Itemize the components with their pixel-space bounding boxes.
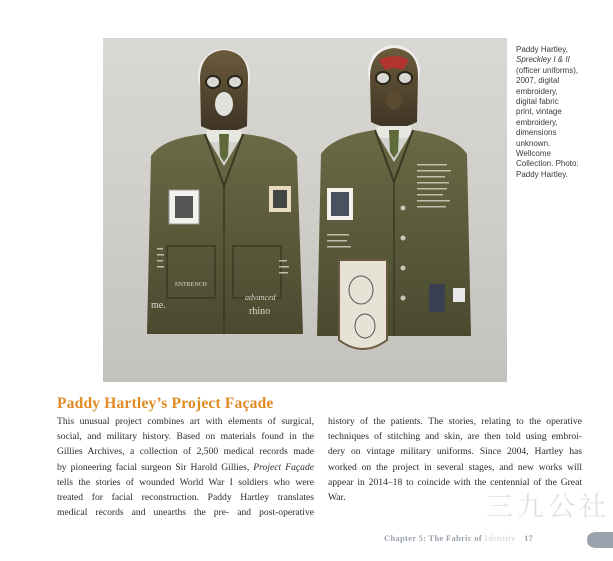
caption-line: unknown. bbox=[516, 138, 551, 148]
body-line-text: by pioneering facial surgeon Sir Harold Gillies, bbox=[57, 461, 250, 473]
caption-line: 2007, digital bbox=[516, 76, 560, 86]
body-line: techniques of stitching and skin, are then told using embroi- bbox=[328, 431, 582, 443]
left-uniform bbox=[147, 49, 303, 334]
section-title: Paddy Hartley’s Project Façade bbox=[57, 395, 274, 412]
body-line: This unusual project combines art with elements of surgical, bbox=[57, 416, 314, 427]
chapter-label: Chapter 5: The Fabric of bbox=[384, 533, 483, 543]
body-line: appear in 2014–18 to coincide with the centennial of the Great bbox=[328, 476, 582, 488]
chapter-obscured: Identity bbox=[484, 533, 516, 543]
caption-line: Collection. Photo: bbox=[516, 159, 579, 169]
photo-caption bbox=[516, 45, 602, 180]
body-line bbox=[57, 460, 314, 475]
body-line: history of the patients. The stories, relating to the operative bbox=[328, 416, 582, 427]
body-line: treated for facial reconstruction. Paddy Hartley translates bbox=[57, 492, 314, 504]
uniforms-illustration bbox=[103, 38, 507, 382]
body-line: social, and military history. Based on materials found in the bbox=[57, 431, 314, 443]
body-line: Gillies Archives, a collection of 2,500 medical records made bbox=[57, 446, 314, 458]
caption-line: print, vintage bbox=[516, 107, 562, 117]
project-title-italic: Project Façade bbox=[253, 461, 314, 473]
body-column-1 bbox=[57, 414, 314, 520]
body-line: dery on vintage military uniforms. Since 2004, Hartley has bbox=[328, 446, 582, 458]
right-uniform bbox=[317, 45, 471, 349]
body-line: tells the stories of wounded World War I soldiers who were bbox=[57, 476, 314, 488]
body-line: medical records and unearths the pre- and post-operative bbox=[57, 507, 314, 519]
caption-line: Paddy Hartley. bbox=[516, 169, 568, 179]
label-word: me. bbox=[151, 300, 166, 311]
caption-line: Wellcome bbox=[516, 149, 551, 159]
caption-line: digital fabric bbox=[516, 97, 559, 107]
page-tab-icon bbox=[587, 531, 613, 549]
body-line: worked on the project in several stages, and new works will bbox=[328, 461, 582, 473]
running-footer bbox=[384, 533, 533, 543]
caption-line: embroidery, bbox=[516, 117, 558, 127]
caption-line: Spreckley I & II bbox=[516, 55, 570, 65]
page-number: 17 bbox=[524, 533, 534, 543]
caption-line: dimensions bbox=[516, 128, 557, 138]
uniforms-photo bbox=[103, 38, 507, 382]
caption-line: embroidery, bbox=[516, 86, 558, 96]
body-line: War. bbox=[328, 492, 346, 504]
label-word: ENTRENCH bbox=[175, 282, 207, 288]
caption-line: Paddy Hartley, bbox=[516, 45, 568, 54]
caption-line: (officer uniforms), bbox=[516, 65, 579, 75]
label-word: rhino bbox=[249, 306, 271, 317]
label-word: advanced bbox=[245, 293, 276, 302]
watermark: 三九公社 bbox=[486, 492, 610, 523]
